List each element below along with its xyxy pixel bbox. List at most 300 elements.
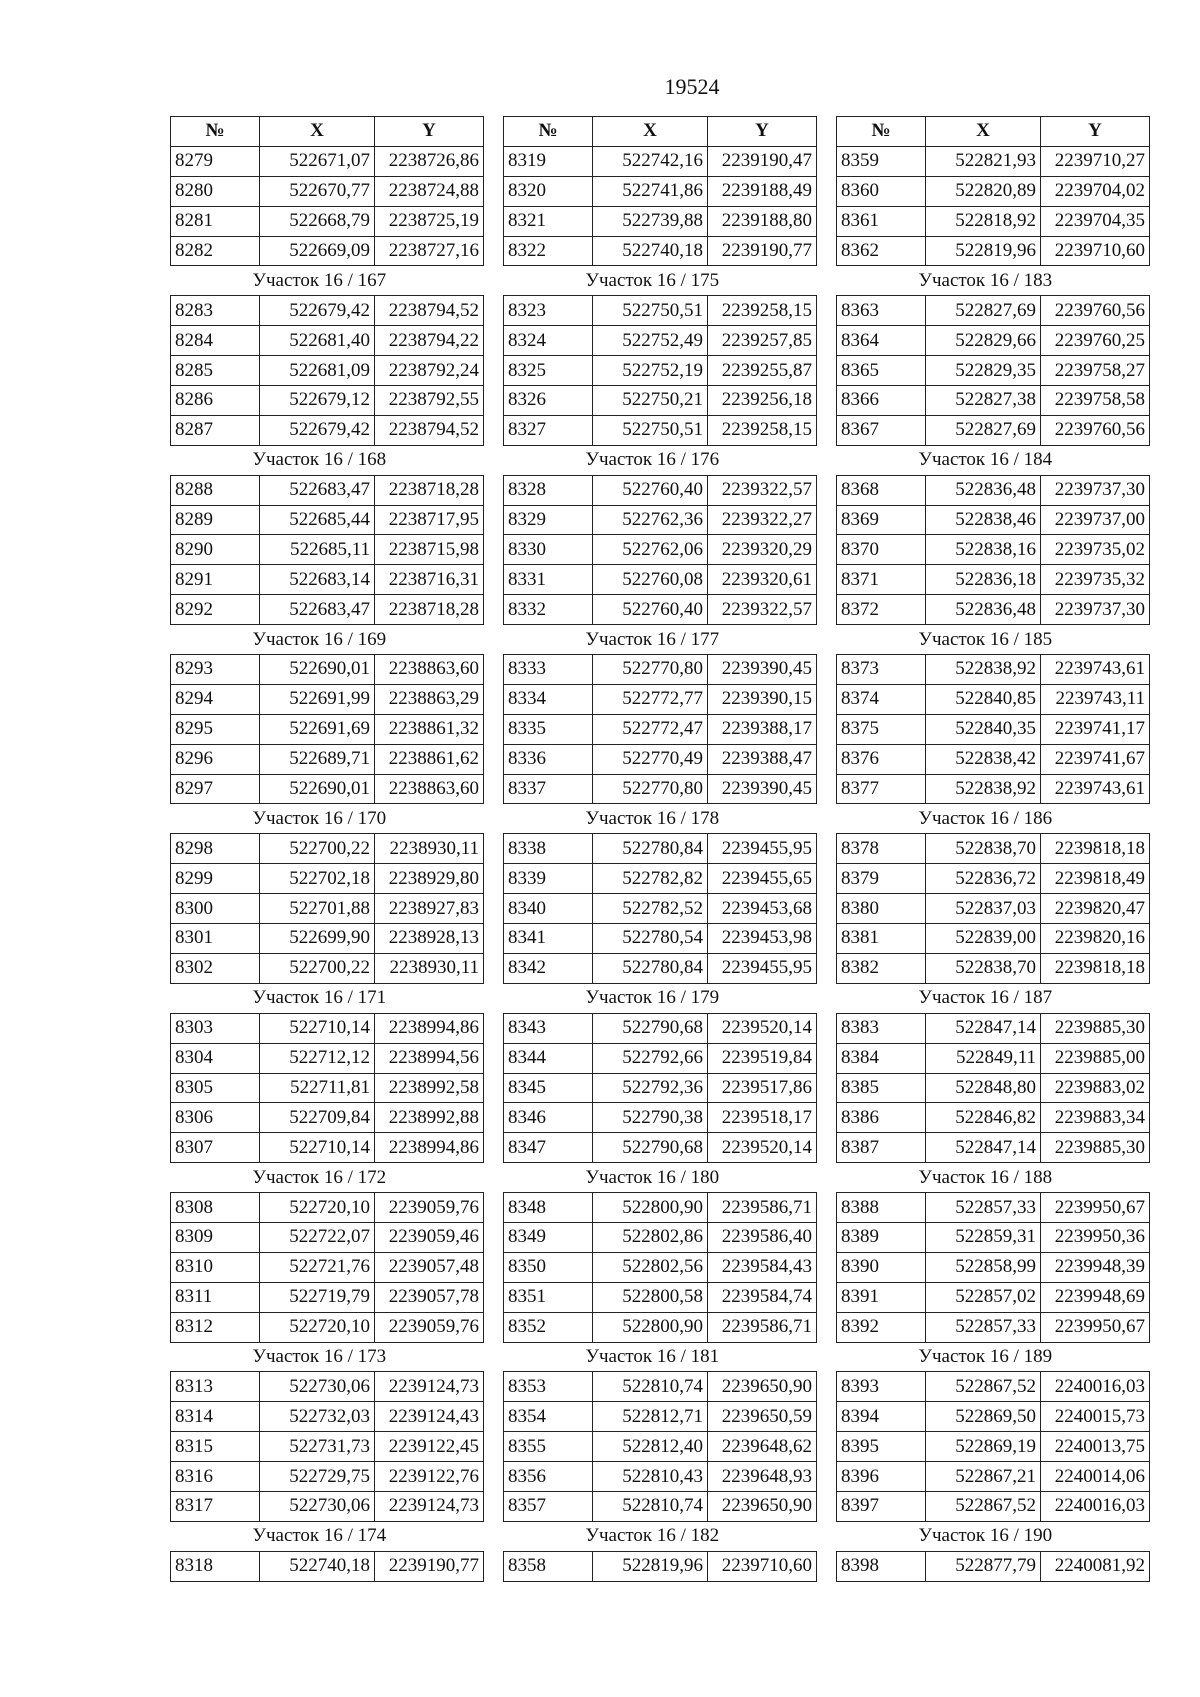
y-coordinate-cell: 2239124,73 bbox=[375, 1372, 484, 1402]
x-coordinate-cell: 522836,48 bbox=[926, 475, 1041, 505]
y-coordinate-cell: 2239743,11 bbox=[1041, 684, 1150, 714]
table-row bbox=[837, 415, 1150, 445]
y-coordinate-cell: 2240013,75 bbox=[1041, 1432, 1150, 1462]
x-coordinate-cell: 522770,80 bbox=[593, 655, 708, 685]
y-coordinate-cell: 2239737,30 bbox=[1041, 595, 1150, 625]
x-coordinate-cell: 522859,31 bbox=[926, 1222, 1041, 1252]
point-number-cell: 8398 bbox=[837, 1551, 926, 1581]
x-coordinate-cell: 522812,71 bbox=[593, 1402, 708, 1432]
point-number-cell: 8314 bbox=[171, 1402, 260, 1432]
y-coordinate-cell: 2238863,60 bbox=[375, 774, 484, 804]
table-row bbox=[837, 296, 1150, 326]
table-row bbox=[171, 296, 484, 326]
x-coordinate-cell: 522829,35 bbox=[926, 356, 1041, 386]
x-coordinate-cell: 522867,52 bbox=[926, 1372, 1041, 1402]
parcel-label: Участок 16 / 167 bbox=[171, 266, 484, 296]
table-row bbox=[504, 1103, 817, 1133]
x-coordinate-cell: 522867,52 bbox=[926, 1491, 1041, 1521]
point-number-cell: 8329 bbox=[504, 505, 593, 535]
parcel-section-row bbox=[837, 804, 1150, 834]
parcel-section-row bbox=[504, 445, 817, 475]
y-coordinate-cell: 2239519,84 bbox=[708, 1043, 817, 1073]
parcel-label: Участок 16 / 177 bbox=[504, 625, 817, 655]
y-coordinate-cell: 2238994,56 bbox=[375, 1043, 484, 1073]
parcel-section-row bbox=[504, 1521, 817, 1551]
x-coordinate-cell: 522760,40 bbox=[593, 595, 708, 625]
y-coordinate-cell: 2239735,02 bbox=[1041, 535, 1150, 565]
y-coordinate-cell: 2239883,02 bbox=[1041, 1073, 1150, 1103]
point-number-cell: 8379 bbox=[837, 864, 926, 894]
table-row bbox=[504, 1551, 817, 1581]
x-coordinate-cell: 522679,42 bbox=[260, 415, 375, 445]
x-coordinate-cell: 522820,89 bbox=[926, 176, 1041, 206]
point-number-cell: 8328 bbox=[504, 475, 593, 505]
table-row bbox=[171, 1462, 484, 1492]
y-coordinate-cell: 2239650,90 bbox=[708, 1372, 817, 1402]
point-number-cell: 8358 bbox=[504, 1551, 593, 1581]
point-number-cell: 8289 bbox=[171, 505, 260, 535]
x-coordinate-cell: 522810,43 bbox=[593, 1462, 708, 1492]
parcel-label: Участок 16 / 189 bbox=[837, 1342, 1150, 1372]
y-coordinate-cell: 2239584,43 bbox=[708, 1252, 817, 1282]
y-coordinate-cell: 2239059,76 bbox=[375, 1312, 484, 1342]
parcel-label: Участок 16 / 170 bbox=[171, 804, 484, 834]
x-coordinate-cell: 522668,79 bbox=[260, 206, 375, 236]
point-number-cell: 8283 bbox=[171, 296, 260, 326]
y-coordinate-cell: 2239885,00 bbox=[1041, 1043, 1150, 1073]
header-y: Y bbox=[375, 117, 484, 147]
table-row bbox=[837, 894, 1150, 924]
x-coordinate-cell: 522780,54 bbox=[593, 924, 708, 954]
table-row bbox=[171, 1013, 484, 1043]
point-number-cell: 8302 bbox=[171, 953, 260, 983]
x-coordinate-cell: 522800,90 bbox=[593, 1193, 708, 1223]
point-number-cell: 8370 bbox=[837, 535, 926, 565]
x-coordinate-cell: 522819,96 bbox=[926, 236, 1041, 266]
table-row bbox=[837, 1432, 1150, 1462]
table-row bbox=[837, 1312, 1150, 1342]
table-row bbox=[171, 535, 484, 565]
x-coordinate-cell: 522810,74 bbox=[593, 1372, 708, 1402]
table-row bbox=[837, 535, 1150, 565]
table-row bbox=[171, 894, 484, 924]
y-coordinate-cell: 2239455,95 bbox=[708, 953, 817, 983]
point-number-cell: 8371 bbox=[837, 565, 926, 595]
y-coordinate-cell: 2239520,14 bbox=[708, 1013, 817, 1043]
y-coordinate-cell: 2239737,30 bbox=[1041, 475, 1150, 505]
parcel-label: Участок 16 / 178 bbox=[504, 804, 817, 834]
y-coordinate-cell: 2239390,45 bbox=[708, 774, 817, 804]
x-coordinate-cell: 522838,16 bbox=[926, 535, 1041, 565]
y-coordinate-cell: 2238716,31 bbox=[375, 565, 484, 595]
point-number-cell: 8322 bbox=[504, 236, 593, 266]
x-coordinate-cell: 522837,03 bbox=[926, 894, 1041, 924]
point-number-cell: 8343 bbox=[504, 1013, 593, 1043]
y-coordinate-cell: 2239122,76 bbox=[375, 1462, 484, 1492]
point-number-cell: 8357 bbox=[504, 1491, 593, 1521]
parcel-section-row bbox=[504, 1342, 817, 1372]
point-number-cell: 8282 bbox=[171, 236, 260, 266]
point-number-cell: 8331 bbox=[504, 565, 593, 595]
point-number-cell: 8279 bbox=[171, 146, 260, 176]
x-coordinate-cell: 522681,40 bbox=[260, 326, 375, 356]
x-coordinate-cell: 522782,52 bbox=[593, 894, 708, 924]
y-coordinate-cell: 2239057,48 bbox=[375, 1252, 484, 1282]
point-number-cell: 8315 bbox=[171, 1432, 260, 1462]
y-coordinate-cell: 2239390,45 bbox=[708, 655, 817, 685]
x-coordinate-cell: 522750,51 bbox=[593, 415, 708, 445]
y-coordinate-cell: 2239057,78 bbox=[375, 1282, 484, 1312]
point-number-cell: 8281 bbox=[171, 206, 260, 236]
y-coordinate-cell: 2239188,49 bbox=[708, 176, 817, 206]
y-coordinate-cell: 2239758,27 bbox=[1041, 356, 1150, 386]
parcel-section-row bbox=[837, 266, 1150, 296]
x-coordinate-cell: 522869,50 bbox=[926, 1402, 1041, 1432]
x-coordinate-cell: 522730,06 bbox=[260, 1491, 375, 1521]
y-coordinate-cell: 2239256,18 bbox=[708, 386, 817, 416]
y-coordinate-cell: 2239190,77 bbox=[375, 1551, 484, 1581]
table-row bbox=[837, 774, 1150, 804]
x-coordinate-cell: 522827,38 bbox=[926, 386, 1041, 416]
parcel-section-row bbox=[504, 266, 817, 296]
x-coordinate-cell: 522690,01 bbox=[260, 655, 375, 685]
y-coordinate-cell: 2239584,74 bbox=[708, 1282, 817, 1312]
point-number-cell: 8311 bbox=[171, 1282, 260, 1312]
point-number-cell: 8389 bbox=[837, 1222, 926, 1252]
table-row bbox=[504, 774, 817, 804]
point-number-cell: 8359 bbox=[837, 146, 926, 176]
point-number-cell: 8330 bbox=[504, 535, 593, 565]
x-coordinate-cell: 522683,47 bbox=[260, 475, 375, 505]
x-coordinate-cell: 522770,80 bbox=[593, 774, 708, 804]
point-number-cell: 8340 bbox=[504, 894, 593, 924]
y-coordinate-cell: 2238929,80 bbox=[375, 864, 484, 894]
parcel-section-row bbox=[837, 983, 1150, 1013]
x-coordinate-cell: 522857,02 bbox=[926, 1282, 1041, 1312]
y-coordinate-cell: 2239704,02 bbox=[1041, 176, 1150, 206]
x-coordinate-cell: 522685,44 bbox=[260, 505, 375, 535]
x-coordinate-cell: 522741,86 bbox=[593, 176, 708, 206]
table-row bbox=[504, 655, 817, 685]
x-coordinate-cell: 522790,68 bbox=[593, 1133, 708, 1163]
point-number-cell: 8362 bbox=[837, 236, 926, 266]
table-row bbox=[171, 1402, 484, 1432]
point-number-cell: 8306 bbox=[171, 1103, 260, 1133]
x-coordinate-cell: 522671,07 bbox=[260, 146, 375, 176]
parcel-label: Участок 16 / 180 bbox=[504, 1163, 817, 1193]
y-coordinate-cell: 2239820,16 bbox=[1041, 924, 1150, 954]
point-number-cell: 8394 bbox=[837, 1402, 926, 1432]
point-number-cell: 8356 bbox=[504, 1462, 593, 1492]
x-coordinate-cell: 522762,36 bbox=[593, 505, 708, 535]
point-number-cell: 8286 bbox=[171, 386, 260, 416]
y-coordinate-cell: 2239950,67 bbox=[1041, 1312, 1150, 1342]
x-coordinate-cell: 522847,14 bbox=[926, 1013, 1041, 1043]
x-coordinate-cell: 522690,01 bbox=[260, 774, 375, 804]
x-coordinate-cell: 522802,56 bbox=[593, 1252, 708, 1282]
point-number-cell: 8348 bbox=[504, 1193, 593, 1223]
y-coordinate-cell: 2238930,11 bbox=[375, 953, 484, 983]
x-coordinate-cell: 522721,76 bbox=[260, 1252, 375, 1282]
y-coordinate-cell: 2240014,06 bbox=[1041, 1462, 1150, 1492]
point-number-cell: 8334 bbox=[504, 684, 593, 714]
y-coordinate-cell: 2240016,03 bbox=[1041, 1491, 1150, 1521]
point-number-cell: 8368 bbox=[837, 475, 926, 505]
x-coordinate-cell: 522836,72 bbox=[926, 864, 1041, 894]
point-number-cell: 8397 bbox=[837, 1491, 926, 1521]
table-row bbox=[837, 146, 1150, 176]
point-number-cell: 8292 bbox=[171, 595, 260, 625]
table-row bbox=[171, 1043, 484, 1073]
y-coordinate-cell: 2239188,80 bbox=[708, 206, 817, 236]
y-coordinate-cell: 2239820,47 bbox=[1041, 894, 1150, 924]
y-coordinate-cell: 2239586,71 bbox=[708, 1193, 817, 1223]
x-coordinate-cell: 522827,69 bbox=[926, 415, 1041, 445]
parcel-section-row bbox=[504, 625, 817, 655]
point-number-cell: 8365 bbox=[837, 356, 926, 386]
y-coordinate-cell: 2239735,32 bbox=[1041, 565, 1150, 595]
y-coordinate-cell: 2239190,77 bbox=[708, 236, 817, 266]
parcel-label: Участок 16 / 176 bbox=[504, 445, 817, 475]
table-row bbox=[837, 1043, 1150, 1073]
table-row bbox=[504, 834, 817, 864]
y-coordinate-cell: 2238928,13 bbox=[375, 924, 484, 954]
x-coordinate-cell: 522836,18 bbox=[926, 565, 1041, 595]
point-number-cell: 8346 bbox=[504, 1103, 593, 1133]
point-number-cell: 8300 bbox=[171, 894, 260, 924]
table-row bbox=[171, 1222, 484, 1252]
x-coordinate-cell: 522710,14 bbox=[260, 1133, 375, 1163]
parcel-section-row bbox=[171, 1163, 484, 1193]
x-coordinate-cell: 522762,06 bbox=[593, 535, 708, 565]
table-row bbox=[504, 1312, 817, 1342]
point-number-cell: 8380 bbox=[837, 894, 926, 924]
x-coordinate-cell: 522838,70 bbox=[926, 834, 1041, 864]
x-coordinate-cell: 522750,51 bbox=[593, 296, 708, 326]
parcel-section-row bbox=[837, 625, 1150, 655]
point-number-cell: 8369 bbox=[837, 505, 926, 535]
header-x: X bbox=[260, 117, 375, 147]
x-coordinate-cell: 522772,47 bbox=[593, 714, 708, 744]
table-row bbox=[171, 1432, 484, 1462]
x-coordinate-cell: 522679,42 bbox=[260, 296, 375, 326]
x-coordinate-cell: 522750,21 bbox=[593, 386, 708, 416]
y-coordinate-cell: 2239320,61 bbox=[708, 565, 817, 595]
x-coordinate-cell: 522840,35 bbox=[926, 714, 1041, 744]
point-number-cell: 8382 bbox=[837, 953, 926, 983]
table-row bbox=[504, 1133, 817, 1163]
table-row bbox=[171, 475, 484, 505]
y-coordinate-cell: 2238718,28 bbox=[375, 595, 484, 625]
x-coordinate-cell: 522681,09 bbox=[260, 356, 375, 386]
x-coordinate-cell: 522838,42 bbox=[926, 744, 1041, 774]
point-number-cell: 8374 bbox=[837, 684, 926, 714]
point-number-cell: 8290 bbox=[171, 535, 260, 565]
table-row bbox=[171, 1372, 484, 1402]
y-coordinate-cell: 2239124,43 bbox=[375, 1402, 484, 1432]
table-row bbox=[171, 1103, 484, 1133]
x-coordinate-cell: 522790,68 bbox=[593, 1013, 708, 1043]
table-row bbox=[837, 1491, 1150, 1521]
x-coordinate-cell: 522730,06 bbox=[260, 1372, 375, 1402]
table-row bbox=[171, 595, 484, 625]
point-number-cell: 8288 bbox=[171, 475, 260, 505]
header-y: Y bbox=[708, 117, 817, 147]
point-number-cell: 8391 bbox=[837, 1282, 926, 1312]
point-number-cell: 8338 bbox=[504, 834, 593, 864]
x-coordinate-cell: 522699,90 bbox=[260, 924, 375, 954]
table-row bbox=[837, 386, 1150, 416]
x-coordinate-cell: 522669,09 bbox=[260, 236, 375, 266]
point-number-cell: 8280 bbox=[171, 176, 260, 206]
parcel-section-row bbox=[171, 625, 484, 655]
point-number-cell: 8305 bbox=[171, 1073, 260, 1103]
table-row bbox=[837, 924, 1150, 954]
header-number: № bbox=[504, 117, 593, 147]
parcel-section-row bbox=[504, 804, 817, 834]
y-coordinate-cell: 2239322,57 bbox=[708, 475, 817, 505]
table-row bbox=[504, 326, 817, 356]
y-coordinate-cell: 2240081,92 bbox=[1041, 1551, 1150, 1581]
parcel-section-row bbox=[504, 983, 817, 1013]
x-coordinate-cell: 522840,85 bbox=[926, 684, 1041, 714]
table-row bbox=[504, 146, 817, 176]
x-coordinate-cell: 522827,69 bbox=[926, 296, 1041, 326]
point-number-cell: 8355 bbox=[504, 1432, 593, 1462]
y-coordinate-cell: 2239518,17 bbox=[708, 1103, 817, 1133]
table-row bbox=[504, 744, 817, 774]
table-row bbox=[837, 326, 1150, 356]
x-coordinate-cell: 522742,16 bbox=[593, 146, 708, 176]
y-coordinate-cell: 2238994,86 bbox=[375, 1013, 484, 1043]
x-coordinate-cell: 522719,79 bbox=[260, 1282, 375, 1312]
point-number-cell: 8284 bbox=[171, 326, 260, 356]
y-coordinate-cell: 2238792,24 bbox=[375, 356, 484, 386]
y-coordinate-cell: 2239650,59 bbox=[708, 1402, 817, 1432]
point-number-cell: 8390 bbox=[837, 1252, 926, 1282]
table-row bbox=[504, 1282, 817, 1312]
x-coordinate-cell: 522877,79 bbox=[926, 1551, 1041, 1581]
x-coordinate-cell: 522838,46 bbox=[926, 505, 1041, 535]
table-row bbox=[837, 1282, 1150, 1312]
x-coordinate-cell: 522810,74 bbox=[593, 1491, 708, 1521]
x-coordinate-cell: 522869,19 bbox=[926, 1432, 1041, 1462]
y-coordinate-cell: 2239059,46 bbox=[375, 1222, 484, 1252]
point-number-cell: 8376 bbox=[837, 744, 926, 774]
point-number-cell: 8378 bbox=[837, 834, 926, 864]
x-coordinate-cell: 522683,47 bbox=[260, 595, 375, 625]
point-number-cell: 8297 bbox=[171, 774, 260, 804]
table-row bbox=[837, 505, 1150, 535]
table-row bbox=[504, 296, 817, 326]
x-coordinate-cell: 522800,58 bbox=[593, 1282, 708, 1312]
table-row bbox=[504, 386, 817, 416]
table-row bbox=[171, 774, 484, 804]
x-coordinate-cell: 522847,14 bbox=[926, 1133, 1041, 1163]
table-row bbox=[837, 953, 1150, 983]
table-row bbox=[171, 386, 484, 416]
y-coordinate-cell: 2238930,11 bbox=[375, 834, 484, 864]
point-number-cell: 8318 bbox=[171, 1551, 260, 1581]
parcel-section-row bbox=[837, 1342, 1150, 1372]
x-coordinate-cell: 522689,71 bbox=[260, 744, 375, 774]
table-row bbox=[171, 1252, 484, 1282]
x-coordinate-cell: 522780,84 bbox=[593, 834, 708, 864]
point-number-cell: 8296 bbox=[171, 744, 260, 774]
y-coordinate-cell: 2239743,61 bbox=[1041, 774, 1150, 804]
table-row bbox=[171, 924, 484, 954]
table-row bbox=[171, 206, 484, 236]
point-number-cell: 8301 bbox=[171, 924, 260, 954]
x-coordinate-cell: 522740,18 bbox=[260, 1551, 375, 1581]
table-row bbox=[504, 1013, 817, 1043]
table-row bbox=[504, 206, 817, 236]
point-number-cell: 8366 bbox=[837, 386, 926, 416]
table-row bbox=[837, 1222, 1150, 1252]
parcel-label: Участок 16 / 183 bbox=[837, 266, 1150, 296]
table-row bbox=[171, 565, 484, 595]
y-coordinate-cell: 2238792,55 bbox=[375, 386, 484, 416]
x-coordinate-cell: 522792,66 bbox=[593, 1043, 708, 1073]
table-row bbox=[171, 1282, 484, 1312]
point-number-cell: 8308 bbox=[171, 1193, 260, 1223]
y-coordinate-cell: 2239950,36 bbox=[1041, 1222, 1150, 1252]
y-coordinate-cell: 2239950,67 bbox=[1041, 1193, 1150, 1223]
table-row bbox=[504, 1073, 817, 1103]
table-row bbox=[837, 684, 1150, 714]
table-row bbox=[837, 1073, 1150, 1103]
y-coordinate-cell: 2239453,98 bbox=[708, 924, 817, 954]
y-coordinate-cell: 2239455,95 bbox=[708, 834, 817, 864]
x-coordinate-cell: 522691,99 bbox=[260, 684, 375, 714]
table-row bbox=[504, 1372, 817, 1402]
table-row bbox=[837, 565, 1150, 595]
x-coordinate-cell: 522740,18 bbox=[593, 236, 708, 266]
x-coordinate-cell: 522732,03 bbox=[260, 1402, 375, 1432]
y-coordinate-cell: 2239741,67 bbox=[1041, 744, 1150, 774]
table-row bbox=[171, 415, 484, 445]
coordinates-table-2 bbox=[503, 116, 817, 1582]
parcel-section-row bbox=[171, 983, 484, 1013]
y-coordinate-cell: 2239517,86 bbox=[708, 1073, 817, 1103]
table-row bbox=[504, 1252, 817, 1282]
point-number-cell: 8384 bbox=[837, 1043, 926, 1073]
table-row bbox=[837, 864, 1150, 894]
point-number-cell: 8364 bbox=[837, 326, 926, 356]
table-row bbox=[837, 1252, 1150, 1282]
table-row bbox=[504, 505, 817, 535]
y-coordinate-cell: 2238863,29 bbox=[375, 684, 484, 714]
y-coordinate-cell: 2238727,16 bbox=[375, 236, 484, 266]
point-number-cell: 8326 bbox=[504, 386, 593, 416]
point-number-cell: 8381 bbox=[837, 924, 926, 954]
table-row bbox=[171, 1193, 484, 1223]
point-number-cell: 8351 bbox=[504, 1282, 593, 1312]
parcel-label: Участок 16 / 182 bbox=[504, 1521, 817, 1551]
table-row bbox=[504, 1222, 817, 1252]
point-number-cell: 8350 bbox=[504, 1252, 593, 1282]
table-row bbox=[171, 714, 484, 744]
point-number-cell: 8295 bbox=[171, 714, 260, 744]
point-number-cell: 8363 bbox=[837, 296, 926, 326]
point-number-cell: 8337 bbox=[504, 774, 593, 804]
point-number-cell: 8287 bbox=[171, 415, 260, 445]
parcel-label: Участок 16 / 184 bbox=[837, 445, 1150, 475]
y-coordinate-cell: 2239648,62 bbox=[708, 1432, 817, 1462]
table-row bbox=[504, 894, 817, 924]
table-row bbox=[171, 176, 484, 206]
x-coordinate-cell: 522792,36 bbox=[593, 1073, 708, 1103]
